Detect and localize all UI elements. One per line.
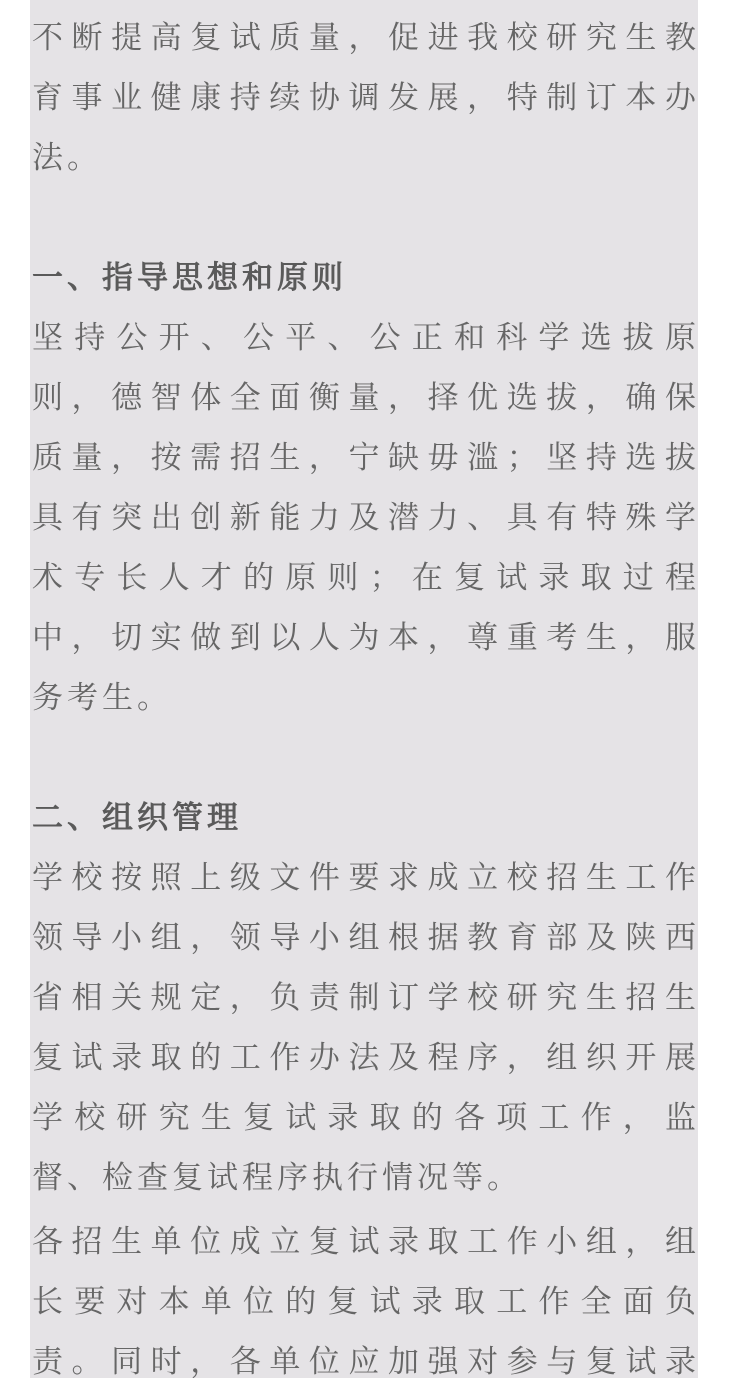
paragraph-line: 复试录取的工作办法及程序，组织开展 (32, 1040, 696, 1076)
paragraph-line: 督、检查复试程序执行情况等。 (32, 1160, 522, 1196)
paragraph-line: 质量，按需招生，宁缺毋滥；坚持选拔 (32, 440, 696, 476)
section-heading-organization: 二、组织管理 (32, 800, 242, 836)
paragraph-line: 育事业健康持续协调发展，特制订本办 (32, 80, 696, 116)
paragraph-line: 各招生单位成立复试录取工作小组，组 (32, 1224, 696, 1260)
document-body (30, 0, 698, 1378)
section-heading-guiding-principles: 一、指导思想和原则 (32, 260, 347, 296)
paragraph-line: 具有突出创新能力及潜力、具有特殊学 (32, 500, 696, 536)
paragraph-line: 学校按照上级文件要求成立校招生工作 (32, 860, 696, 896)
paragraph-line: 责。同时，各单位应加强对参与复试录 (32, 1344, 696, 1378)
paragraph-line: 法。 (32, 140, 102, 176)
paragraph-line: 中，切实做到以人为本，尊重考生，服 (32, 620, 696, 656)
paragraph-line: 领导小组，领导小组根据教育部及陕西 (32, 920, 696, 956)
paragraph-line: 坚持公开、公平、公正和科学选拔原 (32, 320, 696, 356)
paragraph-line: 不断提高复试质量，促进我校研究生教 (32, 20, 696, 56)
paragraph-line: 术专长人才的原则；在复试录取过程 (32, 560, 696, 596)
paragraph-line: 长要对本单位的复试录取工作全面负 (32, 1284, 696, 1320)
paragraph-line: 学校研究生复试录取的各项工作，监 (32, 1100, 696, 1136)
paragraph-line: 省相关规定，负责制订学校研究生招生 (32, 980, 696, 1016)
paragraph-line: 务考生。 (32, 680, 172, 716)
paragraph-line: 则，德智体全面衡量，择优选拔，确保 (32, 380, 696, 416)
